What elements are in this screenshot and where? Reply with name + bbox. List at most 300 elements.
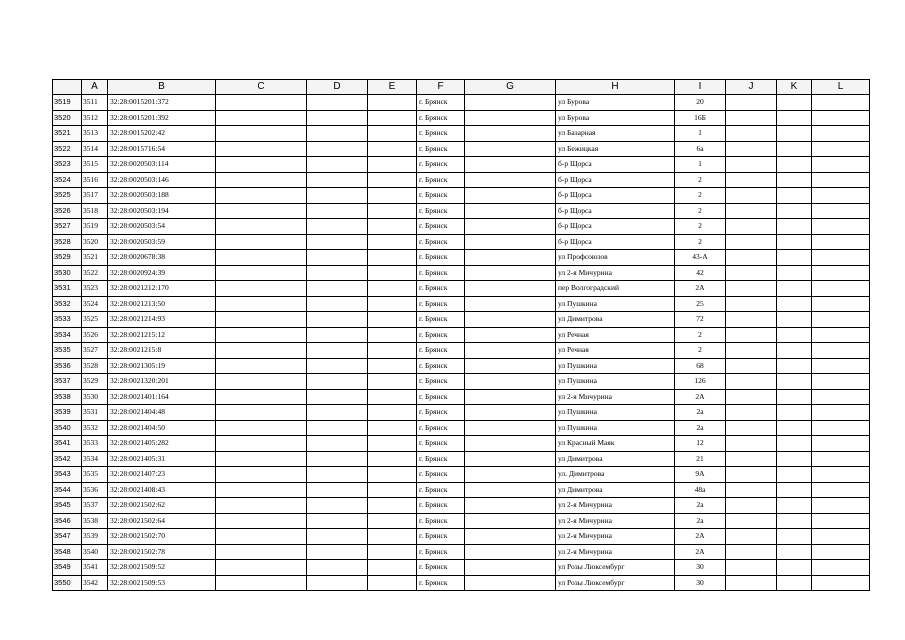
cell-k[interactable]	[777, 529, 812, 545]
cell-h[interactable]: ул Розы Люксембург	[556, 575, 675, 591]
cell-a[interactable]: 3516	[82, 172, 108, 188]
cell-d[interactable]	[307, 296, 368, 312]
cell-f[interactable]: г. Брянск	[417, 467, 465, 483]
cell-d[interactable]	[307, 250, 368, 266]
row-header[interactable]: 3531	[53, 281, 82, 297]
cell-c[interactable]	[216, 157, 307, 173]
row-header[interactable]: 3520	[53, 110, 82, 126]
cell-a[interactable]: 3519	[82, 219, 108, 235]
cell-h[interactable]: б-р Щорса	[556, 234, 675, 250]
cell-g[interactable]	[465, 95, 556, 111]
row-header[interactable]: 3533	[53, 312, 82, 328]
cell-j[interactable]	[726, 451, 777, 467]
row-header[interactable]: 3539	[53, 405, 82, 421]
cell-g[interactable]	[465, 110, 556, 126]
cell-j[interactable]	[726, 529, 777, 545]
row-header[interactable]: 3536	[53, 358, 82, 374]
cell-e[interactable]	[368, 126, 417, 142]
cell-b[interactable]: 32:28:0021502:64	[108, 513, 216, 529]
cell-b[interactable]: 32:28:0020678:38	[108, 250, 216, 266]
cell-c[interactable]	[216, 234, 307, 250]
cell-e[interactable]	[368, 188, 417, 204]
cell-a[interactable]: 3534	[82, 451, 108, 467]
cell-c[interactable]	[216, 265, 307, 281]
cell-f[interactable]: г. Брянск	[417, 482, 465, 498]
cell-k[interactable]	[777, 141, 812, 157]
cell-k[interactable]	[777, 157, 812, 173]
cell-b[interactable]: 32:28:0021502:78	[108, 544, 216, 560]
cell-k[interactable]	[777, 389, 812, 405]
cell-b[interactable]: 32:28:0020503:146	[108, 172, 216, 188]
cell-i[interactable]: 25	[675, 296, 726, 312]
cell-g[interactable]	[465, 265, 556, 281]
cell-h[interactable]: ул 2-я Мичурина	[556, 498, 675, 514]
cell-d[interactable]	[307, 560, 368, 576]
cell-f[interactable]: г. Брянск	[417, 544, 465, 560]
row-header[interactable]: 3527	[53, 219, 82, 235]
cell-j[interactable]	[726, 296, 777, 312]
cell-i[interactable]: 2а	[675, 405, 726, 421]
cell-k[interactable]	[777, 467, 812, 483]
cell-c[interactable]	[216, 172, 307, 188]
cell-i[interactable]: 42	[675, 265, 726, 281]
row-header[interactable]: 3537	[53, 374, 82, 390]
column-header-j[interactable]: J	[726, 80, 777, 95]
cell-a[interactable]: 3524	[82, 296, 108, 312]
row-header[interactable]: 3532	[53, 296, 82, 312]
cell-h[interactable]: ул Красный Маяк	[556, 436, 675, 452]
cell-k[interactable]	[777, 327, 812, 343]
cell-k[interactable]	[777, 544, 812, 560]
cell-b[interactable]: 32:28:0021509:53	[108, 575, 216, 591]
cell-d[interactable]	[307, 498, 368, 514]
cell-l[interactable]	[812, 436, 870, 452]
cell-c[interactable]	[216, 358, 307, 374]
cell-e[interactable]	[368, 219, 417, 235]
cell-c[interactable]	[216, 529, 307, 545]
cell-a[interactable]: 3530	[82, 389, 108, 405]
cell-b[interactable]: 32:28:0015201:392	[108, 110, 216, 126]
cell-a[interactable]: 3531	[82, 405, 108, 421]
cell-g[interactable]	[465, 575, 556, 591]
cell-k[interactable]	[777, 482, 812, 498]
cell-j[interactable]	[726, 95, 777, 111]
cell-c[interactable]	[216, 575, 307, 591]
cell-h[interactable]: ул Базарная	[556, 126, 675, 142]
cell-g[interactable]	[465, 157, 556, 173]
cell-c[interactable]	[216, 203, 307, 219]
column-header-k[interactable]: K	[777, 80, 812, 95]
cell-j[interactable]	[726, 389, 777, 405]
cell-c[interactable]	[216, 544, 307, 560]
cell-b[interactable]: 32:28:0021405:31	[108, 451, 216, 467]
cell-b[interactable]: 32:28:0020503:188	[108, 188, 216, 204]
cell-l[interactable]	[812, 405, 870, 421]
cell-c[interactable]	[216, 436, 307, 452]
cell-l[interactable]	[812, 141, 870, 157]
row-header[interactable]: 3542	[53, 451, 82, 467]
cell-d[interactable]	[307, 451, 368, 467]
cell-f[interactable]: г. Брянск	[417, 312, 465, 328]
cell-c[interactable]	[216, 188, 307, 204]
column-header-d[interactable]: D	[307, 80, 368, 95]
cell-i[interactable]: 2	[675, 172, 726, 188]
row-header[interactable]: 3521	[53, 126, 82, 142]
cell-j[interactable]	[726, 405, 777, 421]
cell-a[interactable]: 3527	[82, 343, 108, 359]
cell-j[interactable]	[726, 575, 777, 591]
cell-a[interactable]: 3528	[82, 358, 108, 374]
row-header[interactable]: 3519	[53, 95, 82, 111]
cell-i[interactable]: 6а	[675, 141, 726, 157]
cell-j[interactable]	[726, 219, 777, 235]
cell-h[interactable]: ул Димитрова	[556, 482, 675, 498]
cell-c[interactable]	[216, 467, 307, 483]
cell-j[interactable]	[726, 513, 777, 529]
cell-k[interactable]	[777, 513, 812, 529]
cell-j[interactable]	[726, 343, 777, 359]
cell-i[interactable]: 12	[675, 436, 726, 452]
cell-f[interactable]: г. Брянск	[417, 203, 465, 219]
cell-j[interactable]	[726, 498, 777, 514]
cell-f[interactable]: г. Брянск	[417, 575, 465, 591]
cell-b[interactable]: 32:28:0021305:19	[108, 358, 216, 374]
cell-g[interactable]	[465, 405, 556, 421]
cell-a[interactable]: 3540	[82, 544, 108, 560]
cell-d[interactable]	[307, 467, 368, 483]
cell-g[interactable]	[465, 436, 556, 452]
cell-l[interactable]	[812, 110, 870, 126]
cell-d[interactable]	[307, 141, 368, 157]
cell-c[interactable]	[216, 250, 307, 266]
cell-e[interactable]	[368, 281, 417, 297]
cell-i[interactable]: 30	[675, 560, 726, 576]
cell-k[interactable]	[777, 560, 812, 576]
cell-h[interactable]: ул Речная	[556, 327, 675, 343]
cell-a[interactable]: 3518	[82, 203, 108, 219]
cell-d[interactable]	[307, 126, 368, 142]
cell-l[interactable]	[812, 482, 870, 498]
cell-f[interactable]: г. Брянск	[417, 529, 465, 545]
cell-h[interactable]: ул Пушкина	[556, 405, 675, 421]
cell-g[interactable]	[465, 482, 556, 498]
cell-f[interactable]: г. Брянск	[417, 343, 465, 359]
cell-g[interactable]	[465, 219, 556, 235]
cell-a[interactable]: 3538	[82, 513, 108, 529]
row-header[interactable]: 3534	[53, 327, 82, 343]
cell-c[interactable]	[216, 451, 307, 467]
cell-d[interactable]	[307, 110, 368, 126]
cell-g[interactable]	[465, 327, 556, 343]
cell-e[interactable]	[368, 467, 417, 483]
cell-j[interactable]	[726, 482, 777, 498]
cell-j[interactable]	[726, 234, 777, 250]
cell-b[interactable]: 32:28:0021215:12	[108, 327, 216, 343]
cell-j[interactable]	[726, 358, 777, 374]
cell-b[interactable]: 32:28:0021502:70	[108, 529, 216, 545]
row-header[interactable]: 3526	[53, 203, 82, 219]
cell-b[interactable]: 32:28:0015201:372	[108, 95, 216, 111]
cell-c[interactable]	[216, 420, 307, 436]
cell-l[interactable]	[812, 343, 870, 359]
cell-e[interactable]	[368, 312, 417, 328]
cell-f[interactable]: г. Брянск	[417, 296, 465, 312]
cell-h[interactable]: б-р Щорса	[556, 219, 675, 235]
cell-e[interactable]	[368, 358, 417, 374]
cell-d[interactable]	[307, 157, 368, 173]
cell-g[interactable]	[465, 389, 556, 405]
cell-a[interactable]: 3526	[82, 327, 108, 343]
cell-b[interactable]: 32:28:0021408:43	[108, 482, 216, 498]
cell-j[interactable]	[726, 250, 777, 266]
cell-b[interactable]: 32:28:0020924:39	[108, 265, 216, 281]
cell-l[interactable]	[812, 95, 870, 111]
cell-e[interactable]	[368, 436, 417, 452]
cell-e[interactable]	[368, 529, 417, 545]
cell-g[interactable]	[465, 312, 556, 328]
cell-i[interactable]: 2	[675, 327, 726, 343]
cell-k[interactable]	[777, 265, 812, 281]
cell-k[interactable]	[777, 436, 812, 452]
cell-i[interactable]: 68	[675, 358, 726, 374]
cell-b[interactable]: 32:28:0021212:170	[108, 281, 216, 297]
cell-c[interactable]	[216, 281, 307, 297]
cell-j[interactable]	[726, 327, 777, 343]
cell-b[interactable]: 32:28:0021213:50	[108, 296, 216, 312]
cell-h[interactable]: б-р Щорса	[556, 203, 675, 219]
cell-i[interactable]: 2	[675, 234, 726, 250]
row-header[interactable]: 3528	[53, 234, 82, 250]
cell-k[interactable]	[777, 234, 812, 250]
cell-d[interactable]	[307, 389, 368, 405]
cell-i[interactable]: 2а	[675, 498, 726, 514]
cell-b[interactable]: 32:28:0021215:8	[108, 343, 216, 359]
cell-f[interactable]: г. Брянск	[417, 188, 465, 204]
cell-d[interactable]	[307, 265, 368, 281]
cell-f[interactable]: г. Брянск	[417, 95, 465, 111]
cell-f[interactable]: г. Брянск	[417, 513, 465, 529]
cell-c[interactable]	[216, 343, 307, 359]
cell-c[interactable]	[216, 312, 307, 328]
cell-l[interactable]	[812, 157, 870, 173]
cell-f[interactable]: г. Брянск	[417, 250, 465, 266]
cell-f[interactable]: г. Брянск	[417, 327, 465, 343]
cell-b[interactable]: 32:28:0021214:93	[108, 312, 216, 328]
cell-e[interactable]	[368, 343, 417, 359]
cell-i[interactable]: 2А	[675, 544, 726, 560]
cell-k[interactable]	[777, 219, 812, 235]
cell-g[interactable]	[465, 467, 556, 483]
cell-h[interactable]: ул Пушкина	[556, 420, 675, 436]
cell-e[interactable]	[368, 296, 417, 312]
cell-l[interactable]	[812, 389, 870, 405]
cell-l[interactable]	[812, 281, 870, 297]
cell-c[interactable]	[216, 327, 307, 343]
cell-c[interactable]	[216, 95, 307, 111]
cell-a[interactable]: 3529	[82, 374, 108, 390]
cell-l[interactable]	[812, 265, 870, 281]
cell-d[interactable]	[307, 405, 368, 421]
cell-h[interactable]: б-р Щорса	[556, 157, 675, 173]
cell-d[interactable]	[307, 482, 368, 498]
cell-l[interactable]	[812, 498, 870, 514]
cell-d[interactable]	[307, 575, 368, 591]
column-header-b[interactable]: B	[108, 80, 216, 95]
cell-f[interactable]: г. Брянск	[417, 420, 465, 436]
cell-h[interactable]: ул Профсоюзов	[556, 250, 675, 266]
cell-b[interactable]: 32:28:0021401:164	[108, 389, 216, 405]
cell-h[interactable]: ул Бурова	[556, 95, 675, 111]
cell-j[interactable]	[726, 265, 777, 281]
cell-d[interactable]	[307, 312, 368, 328]
cell-i[interactable]: 2	[675, 188, 726, 204]
cell-a[interactable]: 3537	[82, 498, 108, 514]
cell-k[interactable]	[777, 575, 812, 591]
cell-f[interactable]: г. Брянск	[417, 498, 465, 514]
cell-h[interactable]: ул. Димитрова	[556, 467, 675, 483]
cell-c[interactable]	[216, 219, 307, 235]
column-header-c[interactable]: C	[216, 80, 307, 95]
cell-l[interactable]	[812, 312, 870, 328]
cell-h[interactable]: ул Бежицкая	[556, 141, 675, 157]
cell-g[interactable]	[465, 234, 556, 250]
cell-b[interactable]: 32:28:0021320:201	[108, 374, 216, 390]
cell-f[interactable]: г. Брянск	[417, 126, 465, 142]
cell-k[interactable]	[777, 374, 812, 390]
cell-f[interactable]: г. Брянск	[417, 110, 465, 126]
cell-i[interactable]: 2а	[675, 420, 726, 436]
cell-f[interactable]: г. Брянск	[417, 374, 465, 390]
cell-a[interactable]: 3523	[82, 281, 108, 297]
cell-a[interactable]: 3514	[82, 141, 108, 157]
cell-a[interactable]: 3542	[82, 575, 108, 591]
cell-f[interactable]: г. Брянск	[417, 451, 465, 467]
cell-k[interactable]	[777, 281, 812, 297]
cell-l[interactable]	[812, 575, 870, 591]
cell-i[interactable]: 2	[675, 219, 726, 235]
cell-d[interactable]	[307, 343, 368, 359]
cell-e[interactable]	[368, 420, 417, 436]
cell-a[interactable]: 3520	[82, 234, 108, 250]
row-header[interactable]: 3544	[53, 482, 82, 498]
cell-i[interactable]: 43-А	[675, 250, 726, 266]
cell-f[interactable]: г. Брянск	[417, 234, 465, 250]
cell-j[interactable]	[726, 126, 777, 142]
cell-l[interactable]	[812, 467, 870, 483]
cell-e[interactable]	[368, 203, 417, 219]
cell-g[interactable]	[465, 203, 556, 219]
row-header[interactable]: 3548	[53, 544, 82, 560]
cell-l[interactable]	[812, 451, 870, 467]
cell-h[interactable]: ул 2-я Мичурина	[556, 544, 675, 560]
cell-l[interactable]	[812, 544, 870, 560]
cell-l[interactable]	[812, 374, 870, 390]
cell-d[interactable]	[307, 172, 368, 188]
cell-l[interactable]	[812, 172, 870, 188]
cell-e[interactable]	[368, 374, 417, 390]
cell-i[interactable]: 2А	[675, 281, 726, 297]
cell-e[interactable]	[368, 482, 417, 498]
cell-g[interactable]	[465, 513, 556, 529]
cell-k[interactable]	[777, 95, 812, 111]
cell-h[interactable]: б-р Щорса	[556, 172, 675, 188]
cell-l[interactable]	[812, 327, 870, 343]
cell-k[interactable]	[777, 188, 812, 204]
cell-k[interactable]	[777, 126, 812, 142]
cell-a[interactable]: 3513	[82, 126, 108, 142]
cell-e[interactable]	[368, 172, 417, 188]
cell-e[interactable]	[368, 157, 417, 173]
cell-d[interactable]	[307, 203, 368, 219]
cell-g[interactable]	[465, 172, 556, 188]
cell-d[interactable]	[307, 234, 368, 250]
cell-g[interactable]	[465, 560, 556, 576]
cell-k[interactable]	[777, 420, 812, 436]
cell-h[interactable]: ул Димитрова	[556, 312, 675, 328]
cell-a[interactable]: 3511	[82, 95, 108, 111]
cell-f[interactable]: г. Брянск	[417, 172, 465, 188]
cell-l[interactable]	[812, 219, 870, 235]
cell-f[interactable]: г. Брянск	[417, 405, 465, 421]
cell-e[interactable]	[368, 389, 417, 405]
cell-l[interactable]	[812, 529, 870, 545]
column-header-f[interactable]: F	[417, 80, 465, 95]
cell-f[interactable]: г. Брянск	[417, 560, 465, 576]
cell-e[interactable]	[368, 141, 417, 157]
column-header-g[interactable]: G	[465, 80, 556, 95]
cell-b[interactable]: 32:28:0020503:54	[108, 219, 216, 235]
cell-a[interactable]: 3535	[82, 467, 108, 483]
row-header[interactable]: 3546	[53, 513, 82, 529]
cell-b[interactable]: 32:28:0021404:48	[108, 405, 216, 421]
cell-j[interactable]	[726, 188, 777, 204]
cell-g[interactable]	[465, 141, 556, 157]
cell-i[interactable]: 2	[675, 203, 726, 219]
cell-e[interactable]	[368, 560, 417, 576]
cell-f[interactable]: г. Брянск	[417, 265, 465, 281]
cell-i[interactable]: 9А	[675, 467, 726, 483]
cell-e[interactable]	[368, 405, 417, 421]
cell-g[interactable]	[465, 451, 556, 467]
cell-k[interactable]	[777, 312, 812, 328]
cell-b[interactable]: 32:28:0020503:59	[108, 234, 216, 250]
column-header-h[interactable]: H	[556, 80, 675, 95]
cell-g[interactable]	[465, 420, 556, 436]
cell-k[interactable]	[777, 203, 812, 219]
cell-d[interactable]	[307, 420, 368, 436]
cell-g[interactable]	[465, 296, 556, 312]
row-header[interactable]: 3530	[53, 265, 82, 281]
cell-b[interactable]: 32:28:0020503:194	[108, 203, 216, 219]
cell-g[interactable]	[465, 281, 556, 297]
cell-a[interactable]: 3532	[82, 420, 108, 436]
cell-l[interactable]	[812, 296, 870, 312]
cell-j[interactable]	[726, 110, 777, 126]
row-header[interactable]: 3524	[53, 172, 82, 188]
cell-d[interactable]	[307, 95, 368, 111]
cell-d[interactable]	[307, 544, 368, 560]
cell-i[interactable]: 21	[675, 451, 726, 467]
cell-j[interactable]	[726, 281, 777, 297]
cell-a[interactable]: 3517	[82, 188, 108, 204]
cell-g[interactable]	[465, 343, 556, 359]
cell-j[interactable]	[726, 157, 777, 173]
cell-i[interactable]: 20	[675, 95, 726, 111]
cell-d[interactable]	[307, 219, 368, 235]
cell-e[interactable]	[368, 544, 417, 560]
cell-i[interactable]: 1	[675, 157, 726, 173]
row-header[interactable]: 3529	[53, 250, 82, 266]
